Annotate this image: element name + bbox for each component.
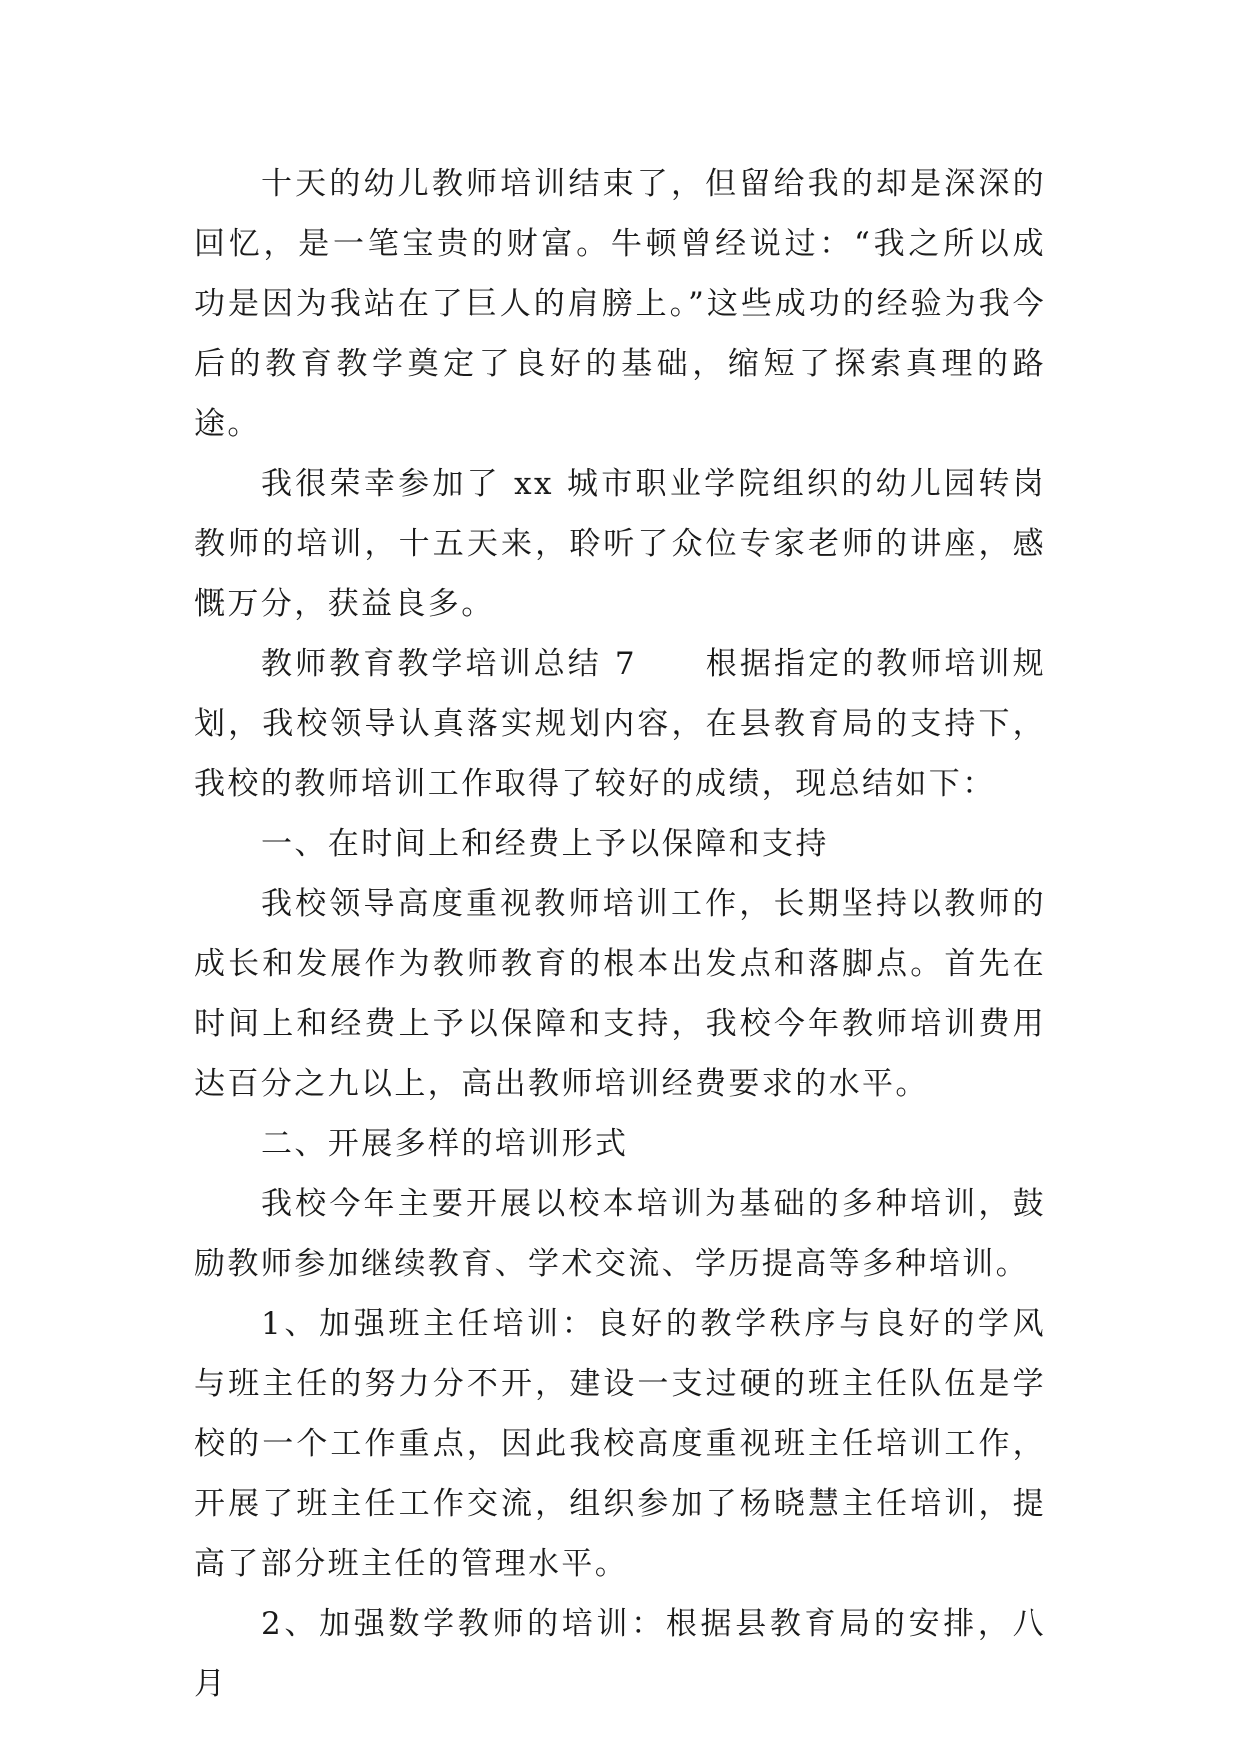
- paragraph-funding: 我校领导高度重视教师培训工作，长期坚持以教师的成长和发展作为教师教育的根本出发点和落脚点。首先在时间上和经费上予以保障和支持，我校今年教师培训费用达百分之九以上，高出教师培训经费要求的水平。: [194, 886, 1046, 1102]
- section-heading-funding: 一、在时间上和经费上予以保障和支持: [261, 826, 829, 862]
- paragraph-transfer-training: 我很荣幸参加了 xx 城市职业学院组织的幼儿园转岗教师的培训，十五天来，聆听了众位专家老师的讲座，感慨万分，获益良多。: [194, 466, 1046, 622]
- paragraph-summary-intro: 教师教育教学培训总结 7 根据指定的教师培训规划，我校领导认真落实规划内容，在县教育局的支持下，我校的教师培训工作取得了较好的成绩，现总结如下：: [194, 646, 1046, 802]
- section-heading-training-forms: 二、开展多样的培训形式: [261, 1126, 629, 1162]
- paragraph-math-teacher-training: 2、加强数学教师的培训：根据县教育局的安排，八月: [194, 1606, 1046, 1702]
- paragraph-head-teacher-training: 1、加强班主任培训：良好的教学秩序与良好的学风与班主任的努力分不开，建设一支过硬的班主任队伍是学校的一个工作重点，因此我校高度重视班主任培训工作，开展了班主任工作交流，组织参加了杨晓慧主任培训，提高了部分班主任的管理水平。: [194, 1306, 1046, 1582]
- document-body: [194, 154, 1046, 1714]
- paragraph-training-forms: 我校今年主要开展以校本培训为基础的多种培训，鼓励教师参加继续教育、学术交流、学历提高等多种培训。: [194, 1186, 1046, 1282]
- paragraph-training-memory: 十天的幼儿教师培训结束了，但留给我的却是深深的回忆，是一笔宝贵的财富。牛顿曾经说过：“我之所以成功是因为我站在了巨人的肩膀上。”这些成功的经验为我今后的教育教学奠定了良好的基础，缩短了探索真理的路途。: [194, 166, 1046, 442]
